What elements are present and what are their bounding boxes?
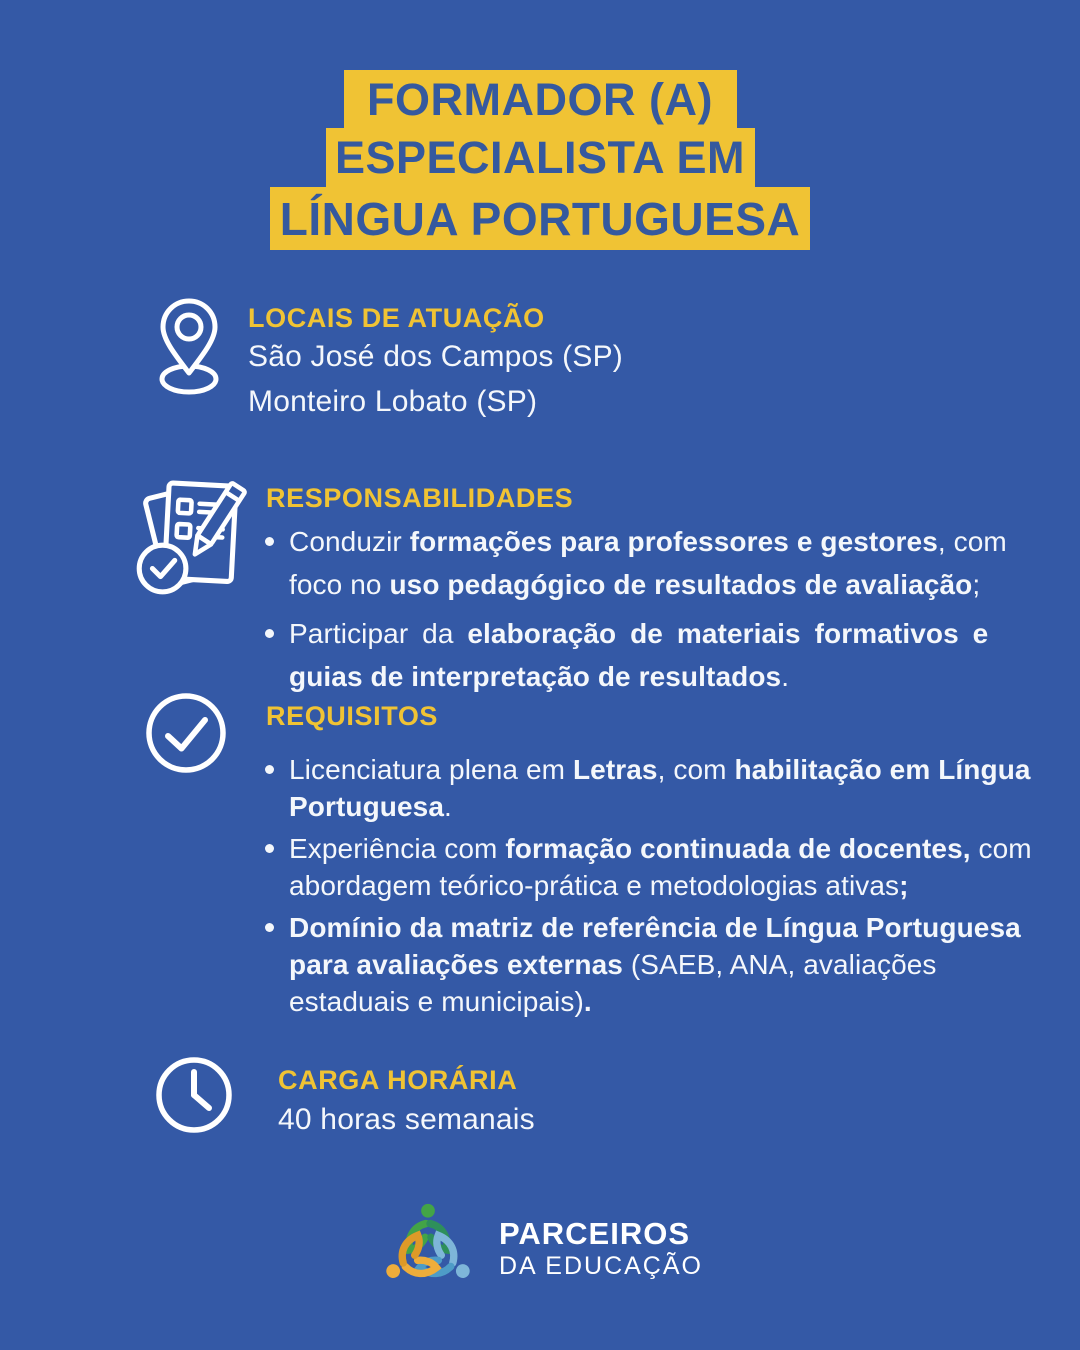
map-pin-icon (146, 292, 232, 396)
job-title-block-2 (326, 128, 755, 187)
location-line: Monteiro Lobato (SP) (248, 385, 538, 418)
section-heading-workload: CARGA HORÁRIA (278, 1065, 518, 1095)
location-line: São José dos Campos (SP) (248, 340, 623, 373)
job-title-block-1 (344, 70, 737, 128)
checklist-pencil-icon (124, 464, 262, 602)
section-heading-requirements: REQUISITOS (266, 701, 439, 731)
job-title (0, 70, 1080, 250)
requirement-item: Experiência com formação continuada de docentes, com abordagem teórico-prática e metodologias ativas; (262, 830, 952, 904)
job-title-line-2: ESPECIALISTA EM (334, 132, 746, 183)
logo-person-orange (378, 1235, 437, 1291)
responsibility-item: Participar da elaboração de materiais formativos e guias de interpretação de resultados. (262, 612, 942, 698)
section-heading-locations: LOCAIS DE ATUAÇÃO (248, 303, 545, 333)
workload-line: 40 horas semanais (278, 1103, 535, 1136)
logo-person-green (409, 1204, 447, 1250)
job-title-line-3: LÍNGUA PORTUGUESA (279, 192, 801, 245)
requirement-item: Licenciatura plena em Letras, com habilitação em Língua Portuguesa. (262, 751, 952, 825)
requirement-item: Domínio da matriz de referência de Língua Portuguesa para avaliações externas (SAEB, ANA, avaliações estaduais e municipais). (262, 909, 952, 1020)
job-title-block-3 (270, 187, 810, 250)
requirements-list (262, 751, 1032, 1025)
footer-logo (0, 1198, 1080, 1300)
logo-subtitle: DA EDUCAÇÃO (499, 1252, 703, 1281)
responsibility-item: Conduzir formações para professores e gestores, com foco no uso pedagógico de resultados de avaliação; (262, 520, 942, 606)
job-title-line-1: FORMADOR (A) (367, 73, 713, 125)
logo-text (499, 1217, 703, 1281)
check-circle-icon (143, 690, 229, 776)
section-heading-responsibilities: RESPONSABILIDADES (266, 483, 574, 513)
clock-icon (153, 1054, 235, 1136)
parceiros-people-logo-mark (377, 1198, 479, 1300)
responsibilities-list (262, 520, 1007, 704)
logo-name: PARCEIROS (499, 1215, 691, 1251)
